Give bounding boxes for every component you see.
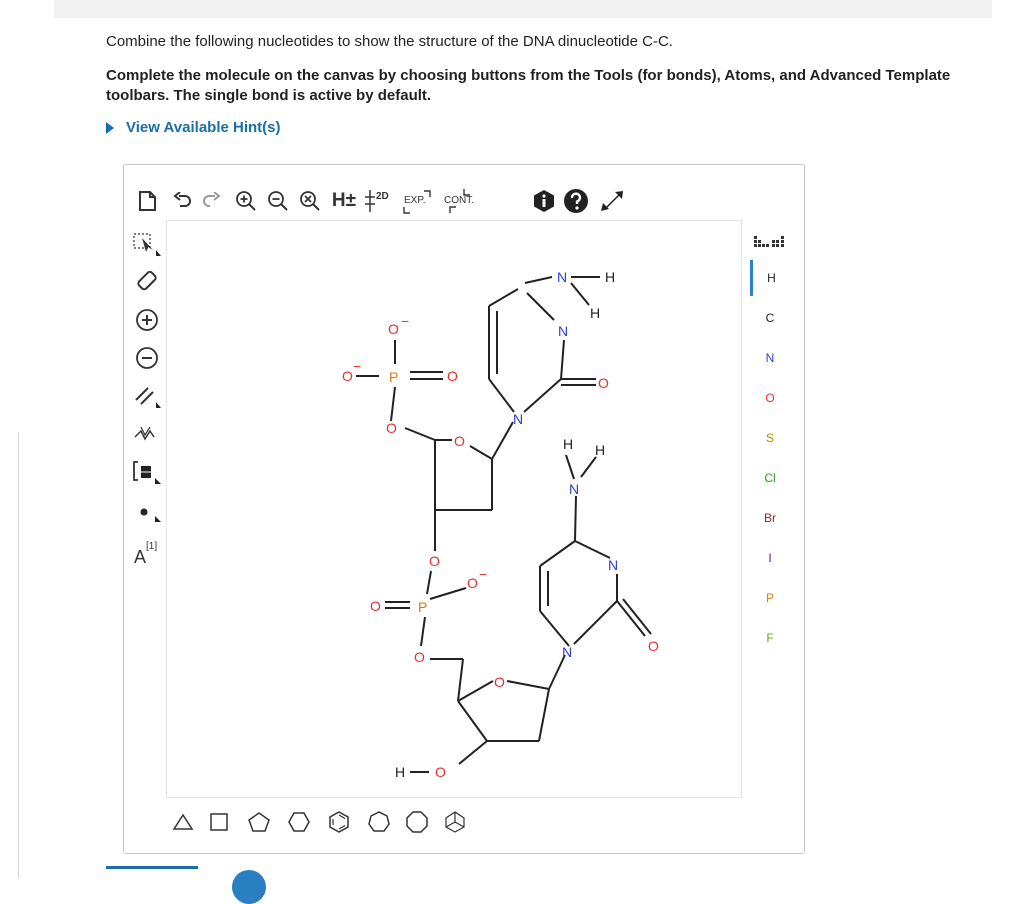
charge-o-upper-left: −: [353, 358, 362, 374]
atom-o-terminal: O: [435, 764, 446, 780]
adamantane-template-icon[interactable]: [440, 807, 470, 837]
atom-p-lower: P: [418, 599, 428, 615]
help-icon[interactable]: [562, 187, 590, 215]
atom-n-ring-upper-3: N: [558, 323, 569, 339]
undo-icon[interactable]: [170, 187, 196, 215]
view-hints-link[interactable]: [106, 119, 1006, 136]
view-hints-label: View Available Hint(s): [126, 119, 281, 136]
drawing-canvas[interactable]: [166, 220, 742, 798]
contract-label: CONT.: [444, 195, 474, 206]
chain-tool-icon[interactable]: [132, 419, 162, 449]
atom-n-amine-upper: N: [557, 269, 568, 285]
atom-n-ring-lower-1: N: [562, 644, 573, 660]
bond-tool-icon[interactable]: [132, 381, 162, 411]
atom-button-o[interactable]: O: [765, 391, 775, 405]
atom-n-amine-lower: N: [569, 481, 580, 497]
cyclopropane-template-icon[interactable]: [168, 807, 198, 837]
clean-2d-label: 2D: [376, 191, 389, 202]
atom-letter-label: A: [134, 547, 147, 567]
charge-label: [1]: [146, 541, 158, 552]
selection-tool-icon[interactable]: [132, 229, 162, 259]
zoom-in-icon[interactable]: [232, 187, 260, 215]
atom-o-phosphate-upper-right: O: [447, 368, 458, 384]
atom-o-phosphate-lower-right: O: [467, 575, 478, 591]
atom-button-i[interactable]: I: [768, 551, 772, 565]
atom-button-f[interactable]: F: [766, 631, 774, 645]
atom-label-tool[interactable]: [132, 537, 166, 567]
atom-h-amine-lower-b: H: [595, 442, 606, 458]
atom-p-upper: P: [389, 369, 399, 385]
cycloheptane-template-icon[interactable]: [364, 807, 394, 837]
atom-o-ring-upper-carbonyl: O: [598, 375, 609, 391]
atom-o-linking: O: [429, 553, 440, 569]
fullscreen-icon[interactable]: [596, 187, 630, 215]
atom-button-c[interactable]: C: [765, 311, 775, 325]
redo-icon[interactable]: [198, 187, 224, 215]
template-bracket-icon[interactable]: [132, 457, 162, 487]
atom-button-s[interactable]: S: [765, 431, 774, 445]
atom-o-sugar-upper: O: [454, 433, 465, 449]
molecule-editor: [123, 164, 805, 854]
atom-button-h[interactable]: H: [750, 260, 790, 296]
template-toolbar: [124, 803, 804, 843]
top-toolbar: [124, 165, 804, 219]
atom-button-br[interactable]: Br: [764, 511, 776, 525]
negative-charge-icon[interactable]: [132, 343, 162, 373]
periodic-table-icon[interactable]: [750, 234, 790, 250]
expand-triangle-icon: [106, 122, 114, 134]
atom-h-amine-lower-a: H: [563, 436, 574, 452]
atom-h-terminal: H: [395, 764, 406, 780]
atom-o-phosphate-lower-bottom: O: [414, 649, 425, 665]
contract-button[interactable]: [440, 187, 480, 215]
charge-o-lower-right: −: [479, 566, 488, 582]
molecule-structure: [167, 221, 743, 799]
question-instructions: Complete the molecule on the canvas by choosing buttons from the Tools (for bonds), Atoms, and Advanced Template toolbars. The single bond is active by default.: [106, 67, 951, 104]
eraser-icon[interactable]: [132, 267, 162, 297]
atoms-toolbar: [742, 220, 798, 798]
charge-o-upper-top: −: [401, 313, 410, 329]
atom-n-ring-lower-3: N: [608, 557, 619, 573]
atom-o-phosphate-lower-left: O: [370, 598, 381, 614]
question-prompt: Combine the following nucleotides to show the structure of the DNA dinucleotide C-C.: [106, 33, 673, 50]
atom-h-amine-upper-a: H: [605, 269, 616, 285]
cyclobutane-template-icon[interactable]: [204, 807, 234, 837]
benzene-template-icon[interactable]: [324, 807, 354, 837]
zoom-out-icon[interactable]: [264, 187, 292, 215]
atom-button-p[interactable]: P: [765, 591, 774, 605]
atom-button-cl[interactable]: Cl: [764, 471, 776, 485]
atom-o-ring-lower-carbonyl: O: [648, 638, 659, 654]
submit-button-edge[interactable]: [106, 866, 198, 878]
cyclohexane-template-icon[interactable]: [284, 807, 314, 837]
expand-button[interactable]: [400, 187, 436, 215]
atom-button-n[interactable]: N: [765, 351, 775, 365]
atom-o-phosphate-upper-left: O: [342, 368, 353, 384]
atom-o-phosphate-upper-top: O: [388, 321, 399, 337]
left-divider: [18, 432, 19, 878]
zoom-reset-icon[interactable]: [296, 187, 324, 215]
help-badge-icon[interactable]: [232, 870, 266, 904]
expand-label: EXP.: [404, 195, 426, 206]
radical-dot-icon[interactable]: [132, 497, 162, 527]
atom-n-ring-upper-1: N: [513, 411, 524, 427]
cyclooctane-template-icon[interactable]: [402, 807, 432, 837]
atom-o-phosphate-upper-bottom: O: [386, 420, 397, 436]
new-document-icon[interactable]: [134, 187, 160, 215]
positive-charge-icon[interactable]: [132, 305, 162, 335]
cyclopentane-template-icon[interactable]: [244, 807, 274, 837]
question-content: [106, 32, 1006, 136]
atom-h-amine-upper-b: H: [590, 305, 601, 321]
page-top-bar: [54, 0, 992, 18]
info-icon[interactable]: [530, 187, 558, 215]
clean-2d-button[interactable]: [364, 187, 394, 215]
atom-o-sugar-lower: O: [494, 674, 505, 690]
add-hydrogens-button[interactable]: H±: [331, 190, 357, 211]
